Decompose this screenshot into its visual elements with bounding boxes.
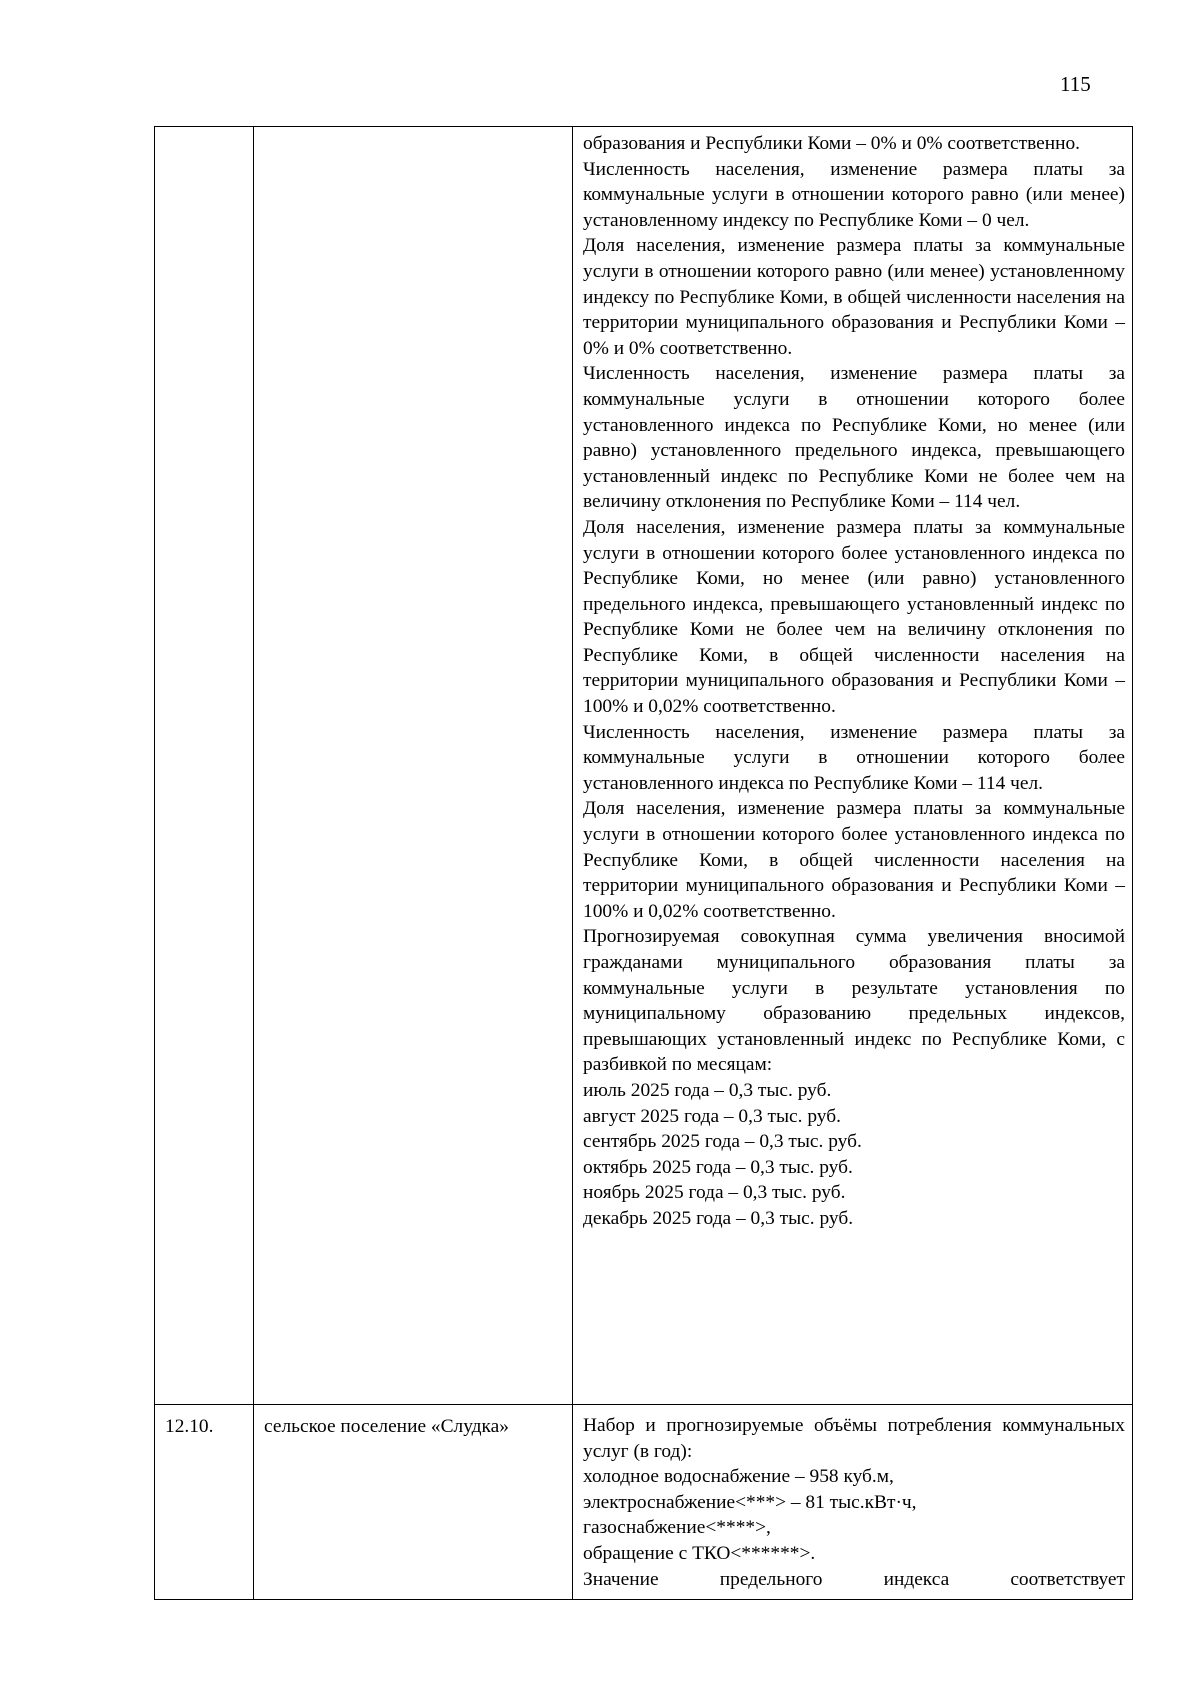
indices-table [154,126,1133,1600]
description-paragraph: Численность населения, изменение размера платы за коммунальные услуги в отношении которого более установленного индекса по Республике Коми, но менее (или равно) установленного предельного индекса, превышающего установленный индекс по Республике Коми не более чем на величину отклонения по Республике Коми – 114 чел. [583,363,1125,513]
monthly-amount-line: июль 2025 года – 0,3 тыс. руб. [583,1079,832,1101]
description-paragraph: Численность населения, изменение размера платы за коммунальные услуги в отношении которого более установленного индекса по Республике Коми – 114 чел. [583,721,1125,794]
description-paragraph: образования и Республики Коми – 0% и 0% соответственно. [583,133,1081,154]
description-paragraph: Доля населения, изменение размера платы за коммунальные услуги в отношении которого равно (или менее) установленному индексу по Республике Коми, в общей численности населения на территории муниципального образования и Республики Коми – 0% и 0% соответственно. [583,235,1125,359]
monthly-amount-line: август 2025 года – 0,3 тыс. руб. [583,1105,841,1127]
service-volume-line: холодное водоснабжение – 958 куб.м, [583,1466,894,1488]
description-paragraph: Доля населения, изменение размера платы за коммунальные услуги в отношении которого более установленного индекса по Республике Коми, но менее (или равно) установленного предельного индекса, превышающего установленный индекс по Республике Коми не более чем на величину отклонения по Республике Коми, в общей численности населения на территории муниципального образования и Республики Коми – 100% и 0,02% соответственно. [583,516,1125,718]
row-number-cell [155,127,254,1405]
description-paragraph: Набор и прогнозируемые объёмы потребления коммунальных услуг (в год): [583,1415,1125,1462]
description-paragraph: Численность населения, изменение размера платы за коммунальные услуги в отношении которого равно (или менее) установленному индексу по Республике Коми – 0 чел. [583,158,1125,231]
municipality-name-cell: сельское поселение «Слудка» [254,1405,573,1600]
table-row [155,1405,1133,1600]
service-volume-line: электроснабжение<***> – 81 тыс.кВт·ч, [583,1491,917,1513]
row-number-cell: 12.10. [155,1405,254,1600]
page-number: 115 [1060,72,1091,96]
description-paragraph: Прогнозируемая совокупная сумма увеличения вносимой гражданами муниципального образования платы за коммунальные услуги в результате установления по муниципальному образованию предельных индексов, превышающих установленный индекс по Республике Коми, с разбивкой по месяцам: [583,926,1125,1076]
description-cell [573,127,1133,1405]
monthly-amount-line: октябрь 2025 года – 0,3 тыс. руб. [583,1156,853,1178]
municipality-name-cell [254,127,573,1405]
table-row [155,127,1133,1405]
description-paragraph: Значение предельного индекса соответствует [583,1568,1125,1590]
service-volume-line: обращение с ТКО<******>. [583,1542,816,1564]
description-cell [573,1405,1133,1600]
description-paragraph: Доля населения, изменение размера платы за коммунальные услуги в отношении которого более установленного индекса по Республике Коми, в общей численности населения на территории муниципального образования и Республики Коми – 100% и 0,02% соответственно. [583,798,1125,922]
monthly-amount-line: декабрь 2025 года – 0,3 тыс. руб. [583,1207,854,1229]
monthly-amount-line: ноябрь 2025 года – 0,3 тыс. руб. [583,1182,846,1204]
service-volume-line: газоснабжение<****>, [583,1517,771,1539]
monthly-amount-line: сентябрь 2025 года – 0,3 тыс. руб. [583,1131,862,1153]
